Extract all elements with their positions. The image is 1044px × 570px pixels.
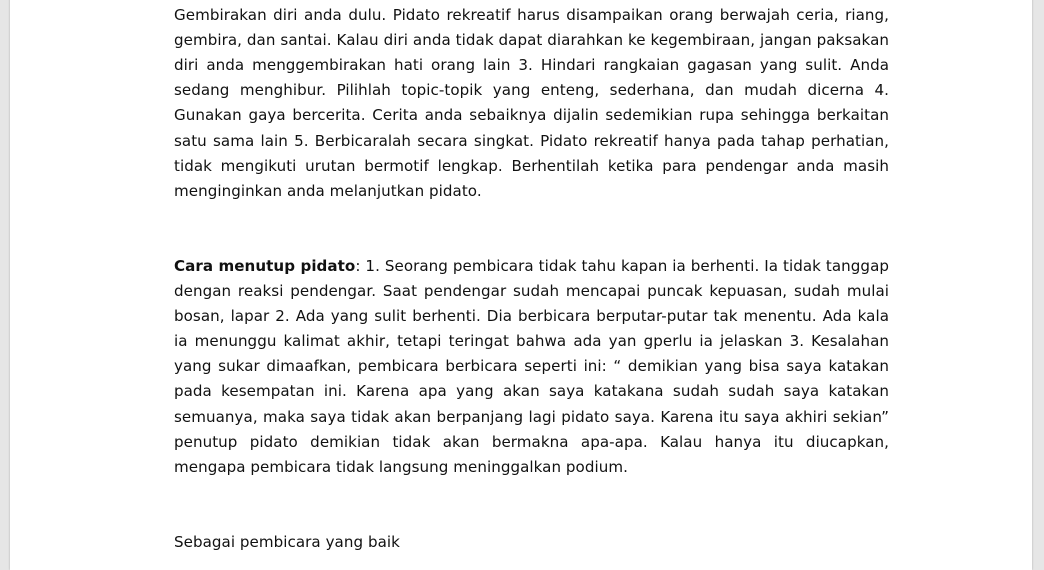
paragraph-next-cut-off (174, 530, 889, 555)
closing-heading: Cara menutup pidato (174, 257, 356, 275)
paragraph-closing-speech (174, 254, 889, 480)
paragraph-text: Gembirakan diri anda dulu. Pidato rekreatif harus disampaikan orang berwajah ceria, riang, gembira, dan santai. Kalau diri anda tidak dapat diarahkan ke kegembiraan, jangan paksakan diri anda menggembirakan hati orang lain 3. Hindari rangkaian gagasan yang sulit. Anda sedang menghibur. Pilihlah topic-topik yang enteng, sederhana, dan mudah dicerna 4. Gunakan gaya bercerita. Cerita anda sebaiknya dijalin sedemikian rupa sehingga berkaitan satu sama lain 5. Berbicaralah secara singkat. Pidato rekreatif hanya pada tahap perhatian, tidak mengikuti urutan bermotif lengkap. Berhentilah ketika para pendengar anda masih menginginkan anda melanjutkan pidato. (174, 6, 889, 200)
document-page (10, 0, 1032, 570)
paragraph-text (174, 254, 889, 480)
paragraph-text: Sebagai pembicara yang baik (174, 533, 400, 551)
paragraph-recreational-tips (174, 0, 889, 204)
closing-body: : 1. Seorang pembicara tidak tahu kapan ia berhenti. Ia tidak tanggap dengan reaksi pendengar. Saat pendengar sudah mencapai puncak kepuasan, sudah mulai bosan, lapar 2. Ada yang sulit berhenti. Dia berbicara berputar-putar tak menentu. Ada kala ia menunggu kalimat akhir, tetapi teringat bahwa ada yan gperlu ia jelaskan 3. Kesalahan yang sukar dimaafkan, pembicara berbicara seperti ini: “ demikian yang bisa saya katakan pada kesempatan ini. Karena apa yang akan saya katakana sudah sudah saya katakan semuanya, maka saya tidak akan berpanjang lagi pidato saya. Karena itu saya akhiri sekian” penutup pidato demikian tidak akan bermakna apa-apa. Kalau hanya itu diucapkan, mengapa pembicara tidak langsung meninggalkan podium. (174, 257, 889, 476)
